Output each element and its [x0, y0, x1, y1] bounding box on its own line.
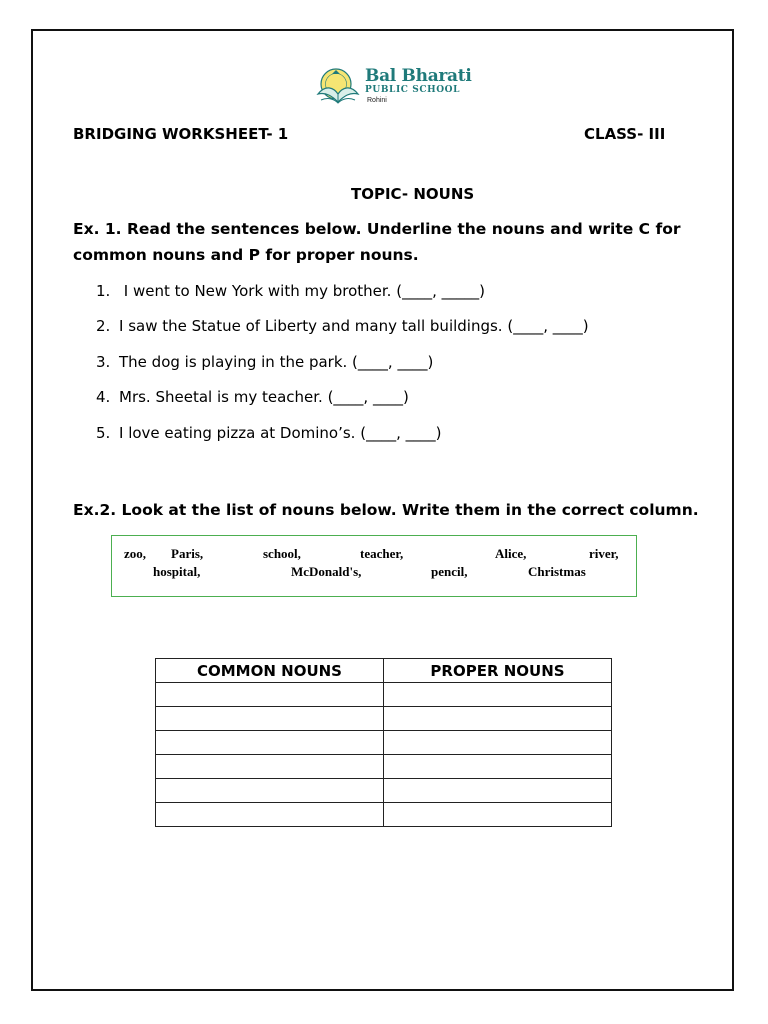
school-logo: [312, 64, 472, 112]
table-row: [156, 803, 612, 827]
proper-noun-cell[interactable]: [384, 683, 612, 707]
word: Alice,: [495, 546, 527, 561]
table-body: [156, 683, 612, 827]
list-item: [96, 317, 589, 335]
logo-subtitle: PUBLIC SCHOOL: [365, 85, 461, 95]
list-item: [96, 424, 441, 442]
table-row: [156, 779, 612, 803]
column-header-common: COMMON NOUNS: [156, 659, 384, 683]
common-noun-cell[interactable]: [156, 683, 384, 707]
school-emblem-icon: [312, 64, 364, 110]
list-number: 3.: [96, 353, 111, 371]
table-row: [156, 683, 612, 707]
word-box: [111, 535, 637, 597]
exercise2-instruction: Ex.2. Look at the list of nouns below. Write them in the correct column.: [73, 501, 699, 519]
word: pencil,: [431, 564, 468, 579]
proper-noun-cell[interactable]: [384, 707, 612, 731]
sentence-text: Mrs. Sheetal is my teacher. (____, ____): [119, 388, 409, 406]
sentence-text: I went to New York with my brother. (____, _____): [119, 282, 485, 300]
column-header-proper: PROPER NOUNS: [384, 659, 612, 683]
word: teacher,: [360, 546, 404, 561]
proper-noun-cell[interactable]: [384, 731, 612, 755]
table-row: [156, 707, 612, 731]
list-number: 2.: [96, 317, 111, 335]
word: river,: [589, 546, 619, 561]
common-noun-cell[interactable]: [156, 707, 384, 731]
list-number: 1.: [96, 282, 111, 300]
worksheet-title: BRIDGING WORKSHEET- 1: [73, 125, 289, 143]
list-number: 5.: [96, 424, 111, 442]
topic-heading: TOPIC- NOUNS: [351, 185, 475, 203]
common-noun-cell[interactable]: [156, 755, 384, 779]
exercise1-instruction-line1: Ex. 1. Read the sentences below. Underline the nouns and write C for: [73, 220, 681, 238]
list-number: 4.: [96, 388, 111, 406]
nouns-table: [155, 658, 612, 827]
common-noun-cell[interactable]: [156, 803, 384, 827]
class-label: CLASS- III: [584, 125, 666, 143]
list-item: [96, 388, 409, 406]
sentence-text: The dog is playing in the park. (____, ____): [119, 353, 434, 371]
list-item: [96, 282, 485, 300]
common-noun-cell[interactable]: [156, 731, 384, 755]
table-row: [156, 755, 612, 779]
word: McDonald's,: [291, 564, 362, 579]
logo-school-name: Bal Bharati: [365, 66, 472, 86]
word: school,: [263, 546, 301, 561]
table-row: [156, 731, 612, 755]
proper-noun-cell[interactable]: [384, 779, 612, 803]
proper-noun-cell[interactable]: [384, 803, 612, 827]
sentence-text: I saw the Statue of Liberty and many tall buildings. (____, ____): [119, 317, 589, 335]
sentence-text: I love eating pizza at Domino’s. (____, ____): [119, 424, 442, 442]
logo-location: Rohini: [367, 97, 387, 104]
word: hospital,: [153, 564, 201, 579]
table-header-row: [156, 659, 612, 683]
list-item: [96, 353, 433, 371]
word: zoo,: [124, 546, 147, 561]
word: Paris,: [171, 546, 204, 561]
common-noun-cell[interactable]: [156, 779, 384, 803]
word: Christmas: [528, 564, 586, 579]
proper-noun-cell[interactable]: [384, 755, 612, 779]
exercise1-instruction-line2: common nouns and P for proper nouns.: [73, 246, 419, 264]
